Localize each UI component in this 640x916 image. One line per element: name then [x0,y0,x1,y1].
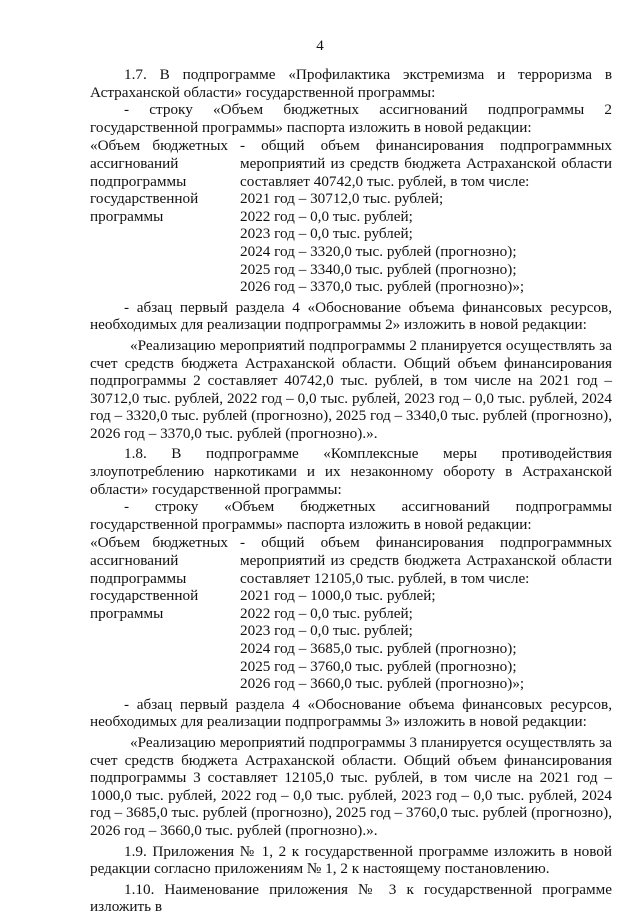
section-1-8-passport-row [90,534,612,692]
year-line: 2025 год – 3340,0 тыс. рублей (прогнозно); [240,260,517,278]
section-1-7-section4-instruction: - абзац первый раздела 4 «Обоснование объема финансовых ресурсов, необходимых для реализации подпрограммы 2» изложить в новой редакции: [90,298,612,334]
section-1-8-section4-text: «Реализацию мероприятий подпрограммы 3 планируется осуществлять за счет средств бюджета Астраханской области. Общий объем финансирования подпрограммы 3 составляет 12105,0 тыс. рублей, в том числе на 2021 год – 1000,0 тыс. рублей, 2022 год – 0,0 тыс. рублей, 2023 год – 0,0 тыс. рублей, 2024 год – 3685,0 тыс. рублей (прогнозно), 2025 год – 3760,0 тыс. рублей (прогнозно), 2026 год – 3660,0 тыс. рублей (прогнозно).». [90,733,612,839]
year-line: 2025 год – 3760,0 тыс. рублей (прогнозно); [240,657,517,675]
year-line: 2024 год – 3685,0 тыс. рублей (прогнозно); [240,640,517,657]
year-line: 2023 год – 0,0 тыс. рублей; [240,622,413,640]
section-1-10: 1.10. Наименование приложения № 3 к государственной программе изложить в [90,880,612,916]
passport-row-intro: - общий объем финансирования подпрограммных мероприятий из средств бюджета Астраханской области составляет 12105,0 тыс. рублей, в том числе: [240,534,612,587]
passport-row-value [240,534,612,692]
section-1-8-heading: 1.8. В подпрограмме «Комплексные меры противодействия злоупотреблению наркотиками и их незаконному обороту в Астраханской области» государственной программы: [90,445,612,498]
section-1-7-passport-row [90,137,612,295]
page-number: 4 [316,38,324,54]
passport-row-intro: - общий объем финансирования подпрограммных мероприятий из средств бюджета Астраханской области составляет 40742,0 тыс. рублей, в том числе: [240,137,612,190]
document-body [90,66,612,916]
section-1-7-heading: 1.7. В подпрограмме «Профилактика экстремизма и терроризма в Астраханской области» государственной программы: [90,66,612,101]
year-line: 2024 год – 3320,0 тыс. рублей (прогнозно); [240,242,517,260]
passport-row-value [240,137,612,295]
year-line: 2022 год – 0,0 тыс. рублей; [240,207,413,225]
year-line: 2021 год – 1000,0 тыс. рублей; [240,587,436,605]
year-line: 2022 год – 0,0 тыс. рублей; [240,604,413,622]
year-line: 2023 год – 0,0 тыс. рублей; [240,225,413,243]
year-line: 2021 год – 30712,0 тыс. рублей; [240,190,444,208]
year-line: 2026 год – 3660,0 тыс. рублей (прогнозно)»; [240,675,525,693]
section-1-8-section4-instruction: - абзац первый раздела 4 «Обоснование объема финансовых ресурсов, необходимых для реализации подпрограммы 3» изложить в новой редакции: [90,695,612,731]
passport-row-label: «Объем бюджетных ассигнований подпрограммы государственной программы [90,534,228,622]
section-1-7-section4-text: «Реализацию мероприятий подпрограммы 2 планируется осуществлять за счет средств бюджета Астраханской области. Общий объем финансирования подпрограммы 2 составляет 40742,0 тыс. рублей, в том числе на 2021 год – 30712,0 тыс. рублей, 2022 год – 0,0 тыс. рублей, 2023 год – 0,0 тыс. рублей, 2024 год – 3320,0 тыс. рублей (прогнозно), 2025 год – 3340,0 тыс. рублей (прогнозно), 2026 год – 3370,0 тыс. рублей (прогнозно).». [90,336,612,442]
section-1-9: 1.9. Приложения № 1, 2 к государственной программе изложить в новой редакции согласно приложениям № 1, 2 к настоящему постановлению. [90,842,612,878]
year-line: 2026 год – 3370,0 тыс. рублей (прогнозно)»; [240,278,525,296]
passport-row-label: «Объем бюджетных ассигнований подпрограммы государственной программы [90,137,228,225]
section-1-8-row-instruction: - строку «Объем бюджетных ассигнований подпрограммы государственной программы» паспорта изложить в новой редакции: [90,498,612,533]
section-1-7-row-instruction: - строку «Объем бюджетных ассигнований подпрограммы 2 государственной программы» паспорта изложить в новой редакции: [90,101,612,136]
